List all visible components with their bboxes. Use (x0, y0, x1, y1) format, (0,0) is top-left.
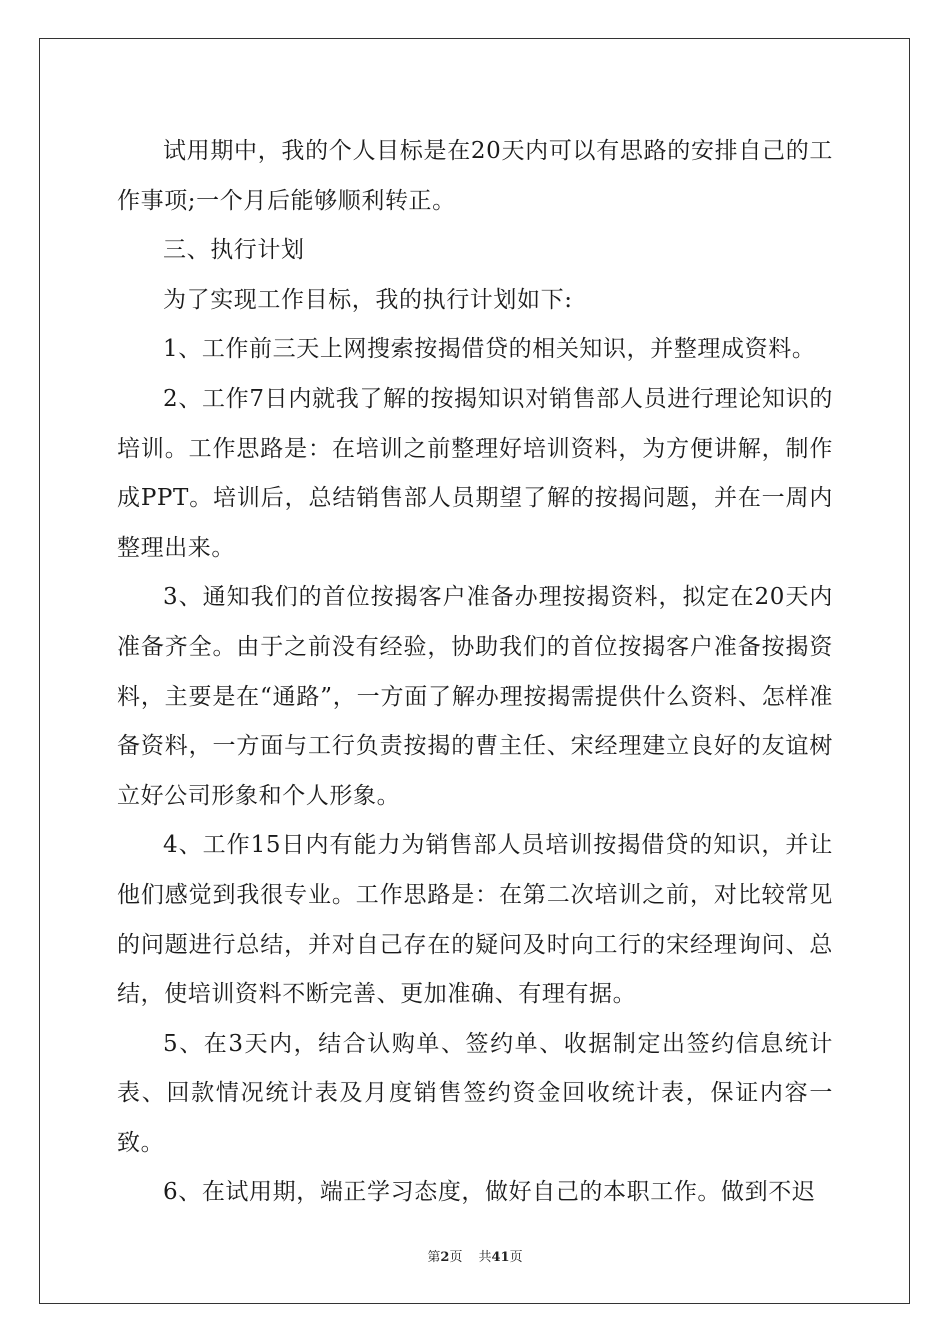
page-footer (0, 1246, 950, 1265)
paragraph-goal: 试用期中，我的个人目标是在20天内可以有思路的安排自己的工作事项;一个月后能够顺利转正。 (117, 138, 833, 214)
page-prefix: 第 (427, 1250, 441, 1265)
paragraph-intro: 为了实现工作目标，我的执行计划如下: (163, 286, 573, 313)
section-heading: 三、执行计划 (163, 237, 305, 264)
total-suffix: 页 (509, 1250, 523, 1265)
page-suffix: 页 (449, 1250, 463, 1265)
document-body (117, 127, 833, 1218)
plan-item-2: 2、工作7日内就我了解的按揭知识对销售部人员进行理论知识的培训。工作思路是：在培训之前整理好培训资料，为方便讲解，制作成PPT。培训后，总结销售部人员期望了解的按揭问题，并在一周内整理出来。 (117, 385, 833, 561)
total-pages: 41 (491, 1250, 510, 1265)
plan-item-4: 4、工作15日内有能力为销售部人员培训按揭借贷的知识，并让他们感觉到我很专业。工作思路是：在第二次培训之前，对比较常见的问题进行总结，并对自己存在的疑问及时向工行的宋经理询问、总结，使培训资料不断完善、更加准确、有理有据。 (117, 832, 833, 1008)
plan-item-3: 3、通知我们的首位按揭客户准备办理按揭资料，拟定在20天内准备齐全。由于之前没有经验，协助我们的首位按揭客户准备按揭资料，主要是在“通路”，一方面了解办理按揭需提供什么资料、怎样准备资料，一方面与工行负责按揭的曹主任、宋经理建立良好的友谊树立好公司形象和个人形象。 (117, 584, 833, 809)
page-number: 2 (440, 1250, 450, 1265)
plan-item-1: 1、工作前三天上网搜索按揭借贷的相关知识，并整理成资料。 (163, 336, 816, 363)
plan-item-6: 6、在试用期，端正学习态度，做好自己的本职工作。做到不迟 (163, 1179, 816, 1206)
total-prefix: 共 (478, 1250, 492, 1265)
plan-item-5: 5、在3天内，结合认购单、签约单、收据制定出签约信息统计表、回款情况统计表及月度销售签约资金回收统计表，保证内容一致。 (117, 1030, 833, 1156)
